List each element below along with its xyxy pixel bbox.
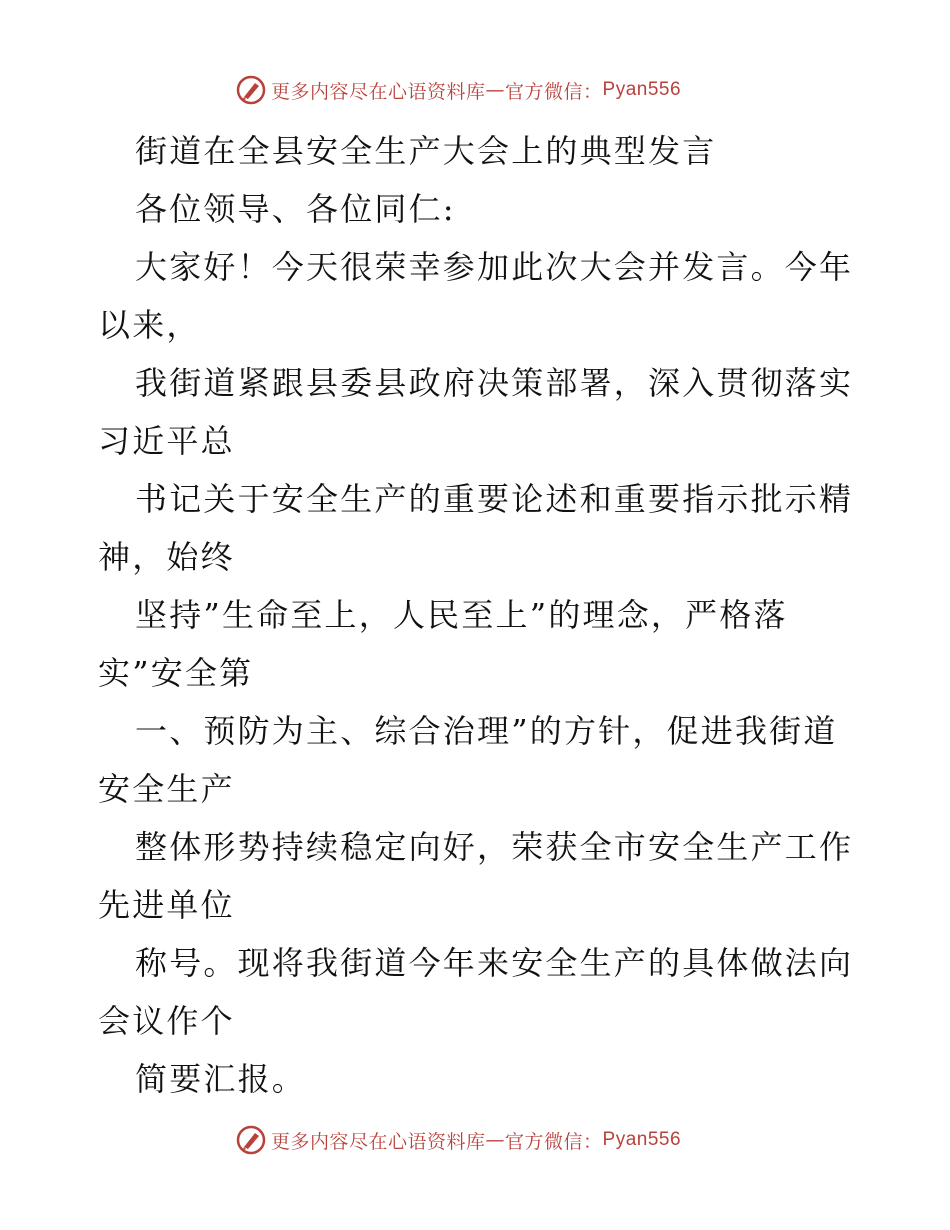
body-line: 实”安全第 [98,654,254,692]
watermark-official-label: 官方微信： [505,1130,603,1153]
watermark-brand: 更多内容尽在心语资料库 [271,1130,486,1153]
body-line: 书记关于安全生产的重要论述和重要指示批示精 [135,480,854,518]
body-line: 习近平总 [98,422,235,460]
watermark-official-label: 官方微信： [505,80,603,103]
document-title: 街道在全县安全生产大会上的典型发言 [135,132,717,170]
body-line: 神，始终 [98,538,235,576]
body-line: 以来， [98,306,201,344]
body-line: 安全生产 [98,770,235,808]
watermark-dash: — [485,79,506,101]
body-line: 简要汇报。 [135,1060,307,1098]
body-line: 先进单位 [98,886,235,924]
document-body [98,122,858,1108]
body-line: 会议作个 [98,1002,235,1040]
pen-nib-circle-icon [235,1124,267,1156]
body-line: 大家好！今天很荣幸参加此次大会并发言。今年 [135,248,854,286]
body-line: 我街道紧跟县委县政府决策部署，深入贯彻落实 [135,364,854,402]
body-line: 整体形势持续稳定向好，荣获全市安全生产工作 [135,828,854,866]
header-watermark [235,72,681,108]
watermark-account: Pyan556 [602,79,682,100]
watermark-brand: 更多内容尽在心语资料库 [271,80,486,103]
watermark-account: Pyan556 [602,1129,682,1150]
body-line: 称号。现将我街道今年来安全生产的具体做法向 [135,944,854,982]
pen-nib-circle-icon [235,74,267,106]
body-line: 坚持”生命至上，人民至上”的理念，严格落 [135,596,788,634]
footer-watermark [235,1122,681,1158]
body-line: 一、预防为主、综合治理”的方针，促进我街道 [135,712,838,750]
salutation: 各位领导、各位同仁: [135,190,456,228]
watermark-dash: — [485,1129,506,1151]
